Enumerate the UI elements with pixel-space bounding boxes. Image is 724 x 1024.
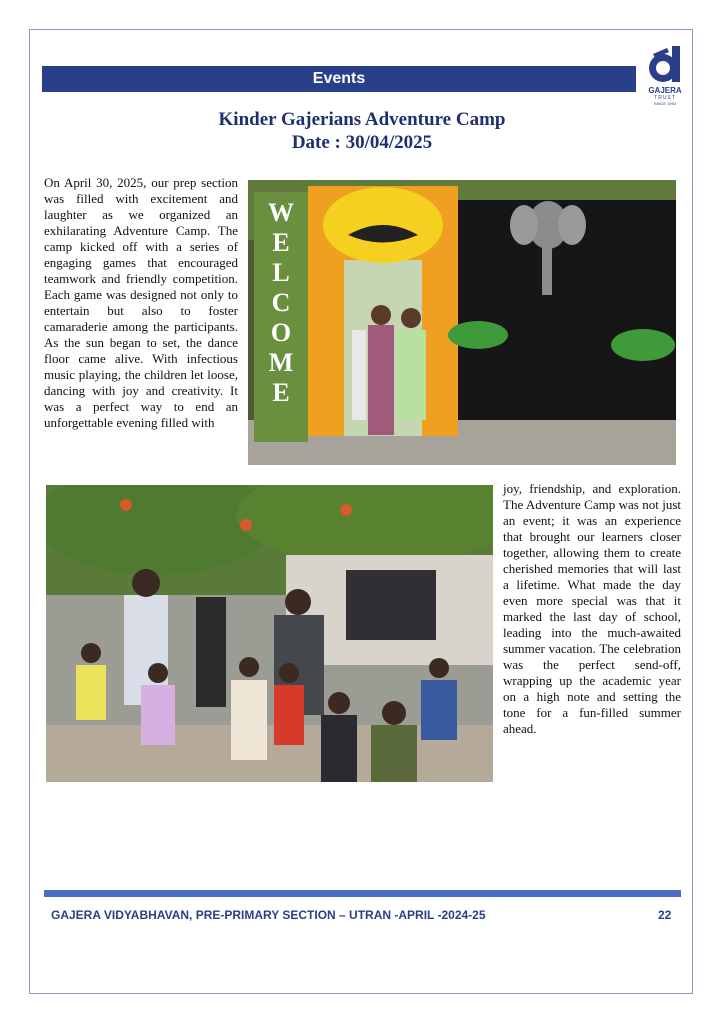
photo-welcome-stage	[248, 180, 676, 465]
welcome-letter: L	[272, 258, 290, 287]
welcome-sign	[254, 198, 308, 408]
article-date: Date : 30/04/2025	[291, 132, 433, 153]
article-body-right: joy, friendship, and exploration. The Adventure Camp was not just an event; it was an experience that brought our learners closer together, allowing them to create cherished memories that will last a lifetime. What made the day even more special was that it marked the last day of school, leading into the much-awaited summer vacation. The celebration was the perfect send-off, wrapping up the academic year on a high note and setting the tone for a fun-filled summer ahead.	[503, 481, 681, 736]
section-header: Events	[42, 66, 636, 92]
article-title	[0, 108, 724, 154]
photo-children-dancing	[46, 485, 493, 782]
footer-divider	[44, 890, 681, 897]
page-number: 22	[658, 908, 672, 922]
logo-name: GAJERA	[648, 86, 682, 95]
welcome-letter: M	[268, 348, 294, 377]
logo-subname: TRUST	[654, 95, 676, 101]
logo-since: SINCE 1993	[653, 101, 677, 106]
welcome-letter: E	[272, 228, 290, 257]
article-title-line1: Kinder Gajerians Adventure Camp	[218, 109, 506, 130]
welcome-letter: O	[270, 318, 292, 347]
welcome-letter: C	[271, 288, 291, 317]
gajera-logo-icon	[645, 44, 685, 86]
welcome-letter: W	[268, 198, 294, 227]
footer-text: GAJERA VIDYABHAVAN, PRE-PRIMARY SECTION – UTRAN -APRIL -2024-25	[51, 908, 486, 922]
welcome-letter: E	[272, 378, 290, 407]
gajera-trust-logo	[640, 44, 690, 116]
article-body-left: On April 30, 2025, our prep section was filled with excitement and laughter as we organized an exhilarating Adventure Camp. The camp kicked off with a series of engaging games that encouraged teamwork and friendly competition. Each game was designed not only to entertain but also to foster camaraderie among the participants. As the sun began to set, the dance floor came alive. With infectious music playing, the children let loose, dancing with joy and creativity. It was a perfect way to end an unforgettable evening filled with	[44, 175, 238, 430]
